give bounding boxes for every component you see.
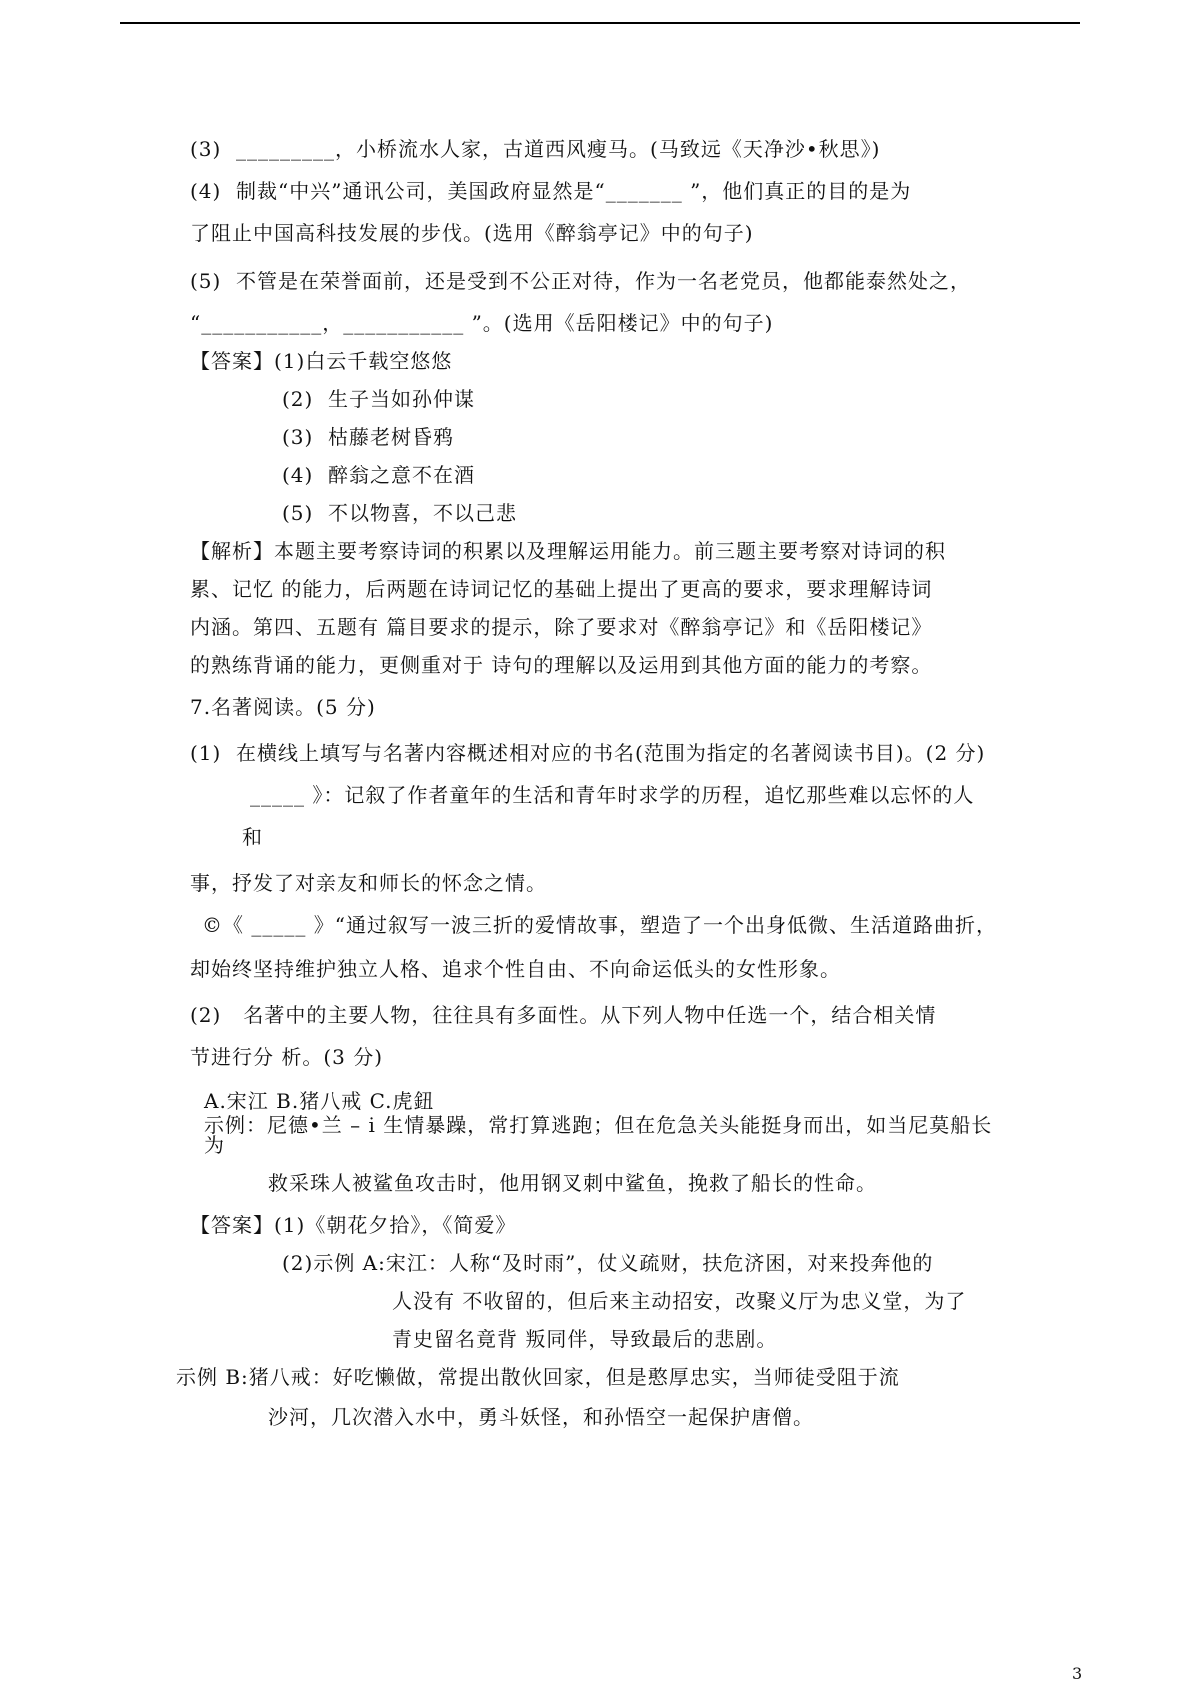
question-5-line-2: “___________，___________ ”。(选用《岳阳楼记》中的句子) (190, 311, 774, 335)
analysis-line-2: 累、记忆 的能力，后两题在诗词记忆的基础上提出了更高的要求，要求理解诗词 (190, 577, 933, 601)
analysis-line-3: 内涵。第四、五题有 篇目要求的提示，除了要求对《醉翁亭记》和《岳阳楼记》 (190, 615, 933, 639)
question-3-line: (3) _________，小桥流水人家，古道西风瘦马。(马致远《天净沙•秋思》) (190, 137, 881, 161)
answer-7-b-line-1: 示例 B:猪八戒：好吃懒做，常提出散伙回家，但是憨厚忠实，当师徒受阻于流 (176, 1365, 900, 1389)
answer-item-2: (2) 生子当如孙仲谋 (282, 387, 476, 411)
answer-7-b-line-2: 沙河，几次潜入水中，勇斗妖怪，和孙悟空一起保护唐僧。 (268, 1405, 814, 1429)
answer-7-a-line-2: 人没有 不收留的，但后来主动招安，改聚义厅为忠义堂，为了 (392, 1289, 967, 1313)
answer-item-3: (3) 枯藤老树昏鸦 (282, 425, 455, 449)
example-line-2: 救采珠人被鲨鱼攻击时，他用钢叉刺中鲨鱼，挽救了船长的性命。 (268, 1171, 877, 1195)
question-7-1-item-b-cont: 却始终坚持维护独立人格、追求个性自由、不向命运低头的女性形象。 (190, 957, 841, 981)
question-7-1-item-a-wrap: 和 (242, 825, 263, 849)
answer-7-heading: 【答案】(1)《朝花夕拾》，《简爱》 (190, 1213, 517, 1237)
example-line-1: 示例：尼德•兰 – i 生情暴躁，常打算逃跑；但在危急关头能挺身而出，如当尼莫船长 (204, 1113, 993, 1137)
question-7-1-prompt: (1) 在横线上填写与名著内容概述相对应的书名(范围为指定的名著阅读书目)。(2 分) (190, 741, 986, 765)
answer-heading: 【答案】(1)白云千载空悠悠 (190, 349, 453, 373)
example-line-1-wrap: 为 (204, 1133, 225, 1157)
analysis-line-4: 的熟练背诵的能力，更侧重对于 诗句的理解以及运用到其他方面的能力的考察。 (190, 653, 933, 677)
question-7-1-item-a: _____ 》：记叙了作者童年的生活和青年时求学的历程，追忆那些难以忘怀的人 (250, 783, 975, 807)
question-7-2-prompt-cont: 节进行分 析。(3 分) (190, 1045, 384, 1069)
answer-7-a-line-3: 青史留名竟背 叛同伴，导致最后的悲剧。 (392, 1327, 778, 1351)
question-7-2-options: A.宋江 B.猪八戒 C.虎鈕 (204, 1089, 435, 1113)
question-7-1-item-b: ©《 _____ 》“通过叙写一波三折的爱情故事，塑造了一个出身低微、生活道路曲折， (202, 913, 997, 937)
answer-item-5: (5) 不以物喜，不以己悲 (282, 501, 518, 525)
question-7-2-prompt: (2) 名著中的主要人物，往往具有多面性。从下列人物中任选一个，结合相关情 (190, 1003, 937, 1027)
question-4-line-1: (4) 制裁“中兴”通讯公司，美国政府显然是“_______ ”，他们真正的目的是为 (190, 179, 912, 203)
analysis-line-1: 【解析】本题主要考察诗词的积累以及理解运用能力。前三题主要考察对诗词的积 (190, 539, 946, 563)
page-number: 3 (1072, 1664, 1083, 1683)
question-7-1-item-a-cont: 事，抒发了对亲友和师长的怀念之情。 (190, 871, 547, 895)
question-7-heading: 7.名著阅读。(5 分) (190, 695, 376, 719)
question-4-line-2: 了阻止中国高科技发展的步伐。(选用《醉翁亭记》中的句子) (190, 221, 754, 245)
header-rule (120, 22, 1080, 24)
answer-7-a-line-1: (2)示例 A:宋江：人称“及时雨”，仗义疏财，扶危济困，对来投奔他的 (282, 1251, 934, 1275)
answer-item-4: (4) 醉翁之意不在酒 (282, 463, 476, 487)
question-5-line-1: (5) 不管是在荣誉面前，还是受到不公正对待，作为一名老党员，他都能泰然处之， (190, 269, 972, 293)
